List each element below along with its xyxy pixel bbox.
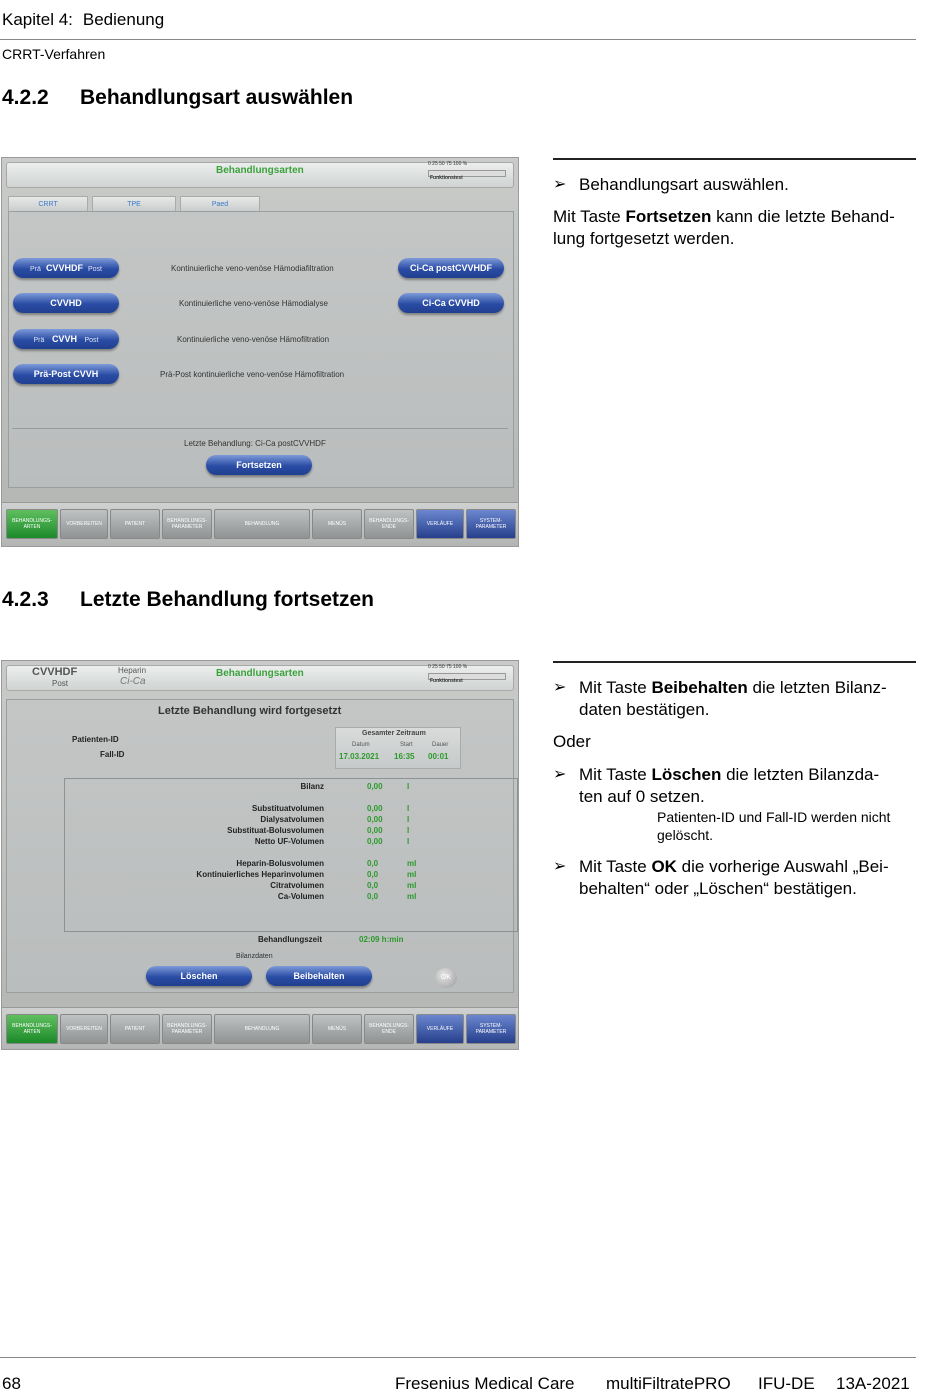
instruction-keep — [553, 677, 923, 721]
key-name: Fortsetzen — [625, 207, 712, 226]
heparin-bolus-label: Heparin-Bolusvolumen — [236, 859, 324, 868]
balance-box — [64, 778, 518, 932]
treatment-name: CVVH — [51, 334, 77, 344]
continuous-heparin-label: Kontinuierliches Heparinvolumen — [196, 870, 324, 879]
footer-version: 13A-2021 — [836, 1374, 910, 1393]
nav-treatment-end[interactable]: BEHANDLUNGS- ENDE — [364, 1014, 414, 1044]
key-name: OK — [651, 857, 677, 876]
citrate-volume-label: Citratvolumen — [270, 881, 324, 890]
nav-treatment-end[interactable]: BEHANDLUNGS- ENDE — [364, 509, 414, 539]
arrow-icon: ➢ — [553, 766, 567, 783]
footer-product: multiFiltratePRO — [606, 1374, 731, 1393]
section-title: Behandlungsart auswählen — [80, 86, 354, 109]
section-heading-4-2-2 — [2, 86, 353, 110]
cvvhd-description: Kontinuierliche veno-venöse Hämodialyse — [179, 299, 328, 308]
bottom-navbar — [2, 502, 518, 543]
text: behalten“ oder „Löschen“ bestätigen. — [579, 879, 857, 898]
arrow-icon: ➢ — [553, 679, 567, 696]
divider — [12, 428, 508, 429]
key-name: Löschen — [651, 765, 722, 784]
tab-tpe[interactable]: TPE — [92, 196, 176, 212]
chapter-title: Bedienung — [82, 10, 165, 29]
section-heading-4-2-3 — [2, 588, 374, 612]
citrate-volume-value: 0,0 — [367, 881, 379, 890]
chapter-label: Kapitel 4: — [2, 10, 73, 29]
substituate-bolus-value: 0,00 — [367, 826, 383, 835]
date-value: 17.03.2021 — [339, 752, 380, 761]
balance-data-label: Bilanzdaten — [236, 953, 273, 960]
nav-menus[interactable]: MENÜS — [312, 1014, 362, 1044]
section-title: Letzte Behandlung fortsetzen — [80, 588, 375, 611]
substituate-volume-label: Substituatvolumen — [251, 804, 324, 813]
nav-treatment-types[interactable]: BEHANDLUNGS- ARTEN — [6, 1014, 58, 1044]
cvvhdf-description: Kontinuierliche veno-venöse Hämodiafiltration — [171, 264, 334, 273]
footer-doc: IFU-DE — [758, 1374, 815, 1393]
function-test-progress — [428, 161, 508, 181]
cvvh-button[interactable] — [13, 329, 119, 349]
id-note — [657, 808, 917, 844]
unit: l — [407, 804, 410, 813]
instruction-text — [579, 764, 879, 808]
case-id-label: Fall-ID — [100, 750, 125, 759]
nav-patient[interactable]: PATIENT — [110, 1014, 160, 1044]
dialysate-volume-label: Dialysatvolumen — [260, 815, 324, 824]
text: lung fortgesetzt werden. — [553, 229, 735, 248]
footer-divider — [0, 1357, 916, 1358]
ca-volume-value: 0,0 — [367, 892, 379, 901]
instruction-bullet — [553, 174, 916, 196]
nav-treatment[interactable]: BEHANDLUNG — [214, 509, 310, 539]
pre-post-cvvh-button[interactable]: Prä-Post CVVH — [13, 364, 119, 384]
function-test-progress — [428, 664, 508, 684]
cica-cvvhd-button[interactable]: Ci-Ca CVVHD — [398, 293, 504, 313]
screen-title: Behandlungsarten — [216, 668, 304, 679]
header-divider — [0, 39, 916, 40]
nav-treatment-parameters[interactable]: BEHANDLUNGS- PARAMETER — [162, 1014, 212, 1044]
nav-histories[interactable]: VERLÄUFE — [416, 1014, 464, 1044]
net-uf-volume-label: Netto UF-Volumen — [254, 837, 324, 846]
treatment-name: CVVHDF — [45, 263, 83, 273]
duration-head: Dauer — [432, 742, 449, 748]
footer-company: Fresenius Medical Care — [395, 1374, 575, 1393]
mode-sub-label: Post — [52, 679, 69, 688]
progress-label: Funktionstest — [430, 175, 463, 181]
tab-crrt[interactable]: CRRT — [8, 196, 88, 212]
substituate-volume-value: 0,00 — [367, 804, 383, 813]
text: die letzten Bilanzda- — [721, 765, 880, 784]
text: Mit Taste — [579, 678, 652, 697]
start-value: 16:35 — [394, 752, 415, 761]
net-uf-volume-value: 0,00 — [367, 837, 383, 846]
text: ten auf 0 setzen. — [579, 787, 705, 806]
unit: ml — [407, 881, 417, 890]
unit: ml — [407, 859, 417, 868]
progress-scale: 0 25 50 75 100 % — [428, 161, 468, 167]
unit: l — [407, 815, 410, 824]
text: die letzten Bilanz- — [747, 678, 887, 697]
instruction-text — [579, 677, 887, 721]
text-rule — [553, 661, 916, 663]
panel-title: Letzte Behandlung wird fortgesetzt — [158, 705, 342, 717]
page-number: 68 — [2, 1374, 21, 1393]
text: Mit Taste — [579, 857, 652, 876]
text: die vorherige Auswahl „Bei- — [676, 857, 889, 876]
ca-volume-label: Ca-Volumen — [277, 892, 324, 901]
post-label: Post — [87, 266, 102, 273]
nav-system-parameters[interactable]: SYSTEM- PARAMETER — [466, 1014, 516, 1044]
nav-prepare[interactable]: VORBEREITEN — [60, 509, 108, 539]
cvvh-description: Kontinuierliche veno-venöse Hämofiltration — [177, 335, 330, 344]
ok-button[interactable]: OK — [435, 968, 457, 988]
balance-unit: l — [407, 782, 410, 791]
pre-label: Prä — [30, 266, 41, 273]
pre-label: Prä — [33, 337, 45, 344]
unit: ml — [407, 892, 417, 901]
arrow-icon: ➢ — [553, 176, 567, 193]
period-title: Gesamter Zeitraum — [362, 730, 426, 737]
unit: ml — [407, 870, 417, 879]
unit: l — [407, 837, 410, 846]
continue-paragraph — [553, 206, 923, 250]
cvvhdf-button[interactable] — [13, 258, 119, 278]
section-number: 4.2.3 — [2, 588, 49, 611]
continuous-heparin-value: 0,0 — [367, 870, 379, 879]
treatment-time-label: Behandlungszeit — [257, 935, 322, 944]
arrow-icon: ➢ — [553, 858, 567, 875]
progress-label: Funktionstest — [430, 678, 463, 684]
text-rule — [553, 158, 916, 160]
delete-button[interactable]: Löschen — [146, 966, 252, 986]
bullet-text: Behandlungsart auswählen. — [579, 175, 789, 194]
nav-treatment[interactable]: BEHANDLUNG — [214, 1014, 310, 1044]
instruction-delete — [553, 764, 923, 808]
pre-post-cvvh-description: Prä-Post kontinuierliche veno-venöse Hämofiltration — [160, 370, 345, 379]
nav-patient[interactable]: PATIENT — [110, 509, 160, 539]
patient-id-label: Patienten-ID — [72, 735, 119, 744]
screenshot-continue-last-treatment — [1, 660, 519, 1050]
balance-value: 0,00 — [367, 782, 383, 791]
instruction-text — [579, 856, 889, 900]
dialysate-volume-value: 0,00 — [367, 815, 383, 824]
chapter-header — [2, 10, 164, 30]
instruction-ok — [553, 856, 923, 900]
start-head: Start — [400, 742, 413, 748]
unit: l — [407, 826, 410, 835]
nav-histories[interactable]: VERLÄUFE — [416, 509, 464, 539]
cica-logo: Ci-Ca — [120, 676, 146, 687]
cica-postcvvhdf-button[interactable]: Ci-Ca postCVVHDF — [398, 258, 504, 278]
heparin-bolus-value: 0,0 — [367, 859, 379, 868]
date-head: Datum — [352, 742, 370, 748]
continue-button[interactable]: Fortsetzen — [206, 455, 312, 475]
screenshot-treatment-types — [1, 157, 519, 547]
progress-scale: 0 25 50 75 100 % — [428, 664, 468, 670]
nav-menus[interactable]: MENÜS — [312, 509, 362, 539]
tab-paed[interactable]: Paed — [180, 196, 260, 212]
mode-label: CVVHDF — [32, 666, 78, 678]
section-number: 4.2.2 — [2, 86, 49, 109]
substituate-bolus-label: Substituat-Bolusvolumen — [227, 826, 324, 835]
bottom-navbar — [2, 1007, 518, 1048]
note-text: gelöscht. — [657, 827, 714, 843]
note-text: Patienten-ID und Fall-ID werden nicht — [657, 809, 891, 825]
nav-system-parameters[interactable]: SYSTEM- PARAMETER — [466, 509, 516, 539]
period-box — [335, 727, 461, 769]
text: Mit Taste — [579, 765, 652, 784]
nav-prepare[interactable]: VORBEREITEN — [60, 1014, 108, 1044]
nav-treatment-types[interactable]: BEHANDLUNGS- ARTEN — [6, 509, 58, 539]
last-treatment-label: Letzte Behandlung: Ci-Ca postCVVHDF — [184, 439, 326, 448]
cvvhd-button[interactable]: CVVHD — [13, 293, 119, 313]
oder-text: Oder — [553, 732, 591, 751]
screen-title: Behandlungsarten — [216, 165, 304, 176]
balance-label: Bilanz — [300, 782, 324, 791]
post-label: Post — [84, 337, 99, 344]
duration-value: 00:01 — [428, 752, 449, 761]
text: daten bestätigen. — [579, 700, 710, 719]
key-name: Beibehalten — [651, 678, 748, 697]
treatment-time-value: 02:09 h:min — [359, 935, 404, 944]
keep-button[interactable]: Beibehalten — [266, 966, 372, 986]
anticoagulation-label: Heparin — [118, 666, 147, 675]
text: kann die letzte Behand- — [711, 207, 895, 226]
nav-treatment-parameters[interactable]: BEHANDLUNGS- PARAMETER — [162, 509, 212, 539]
section-subtitle: CRRT-Verfahren — [2, 46, 106, 62]
text: Mit Taste — [553, 207, 626, 226]
